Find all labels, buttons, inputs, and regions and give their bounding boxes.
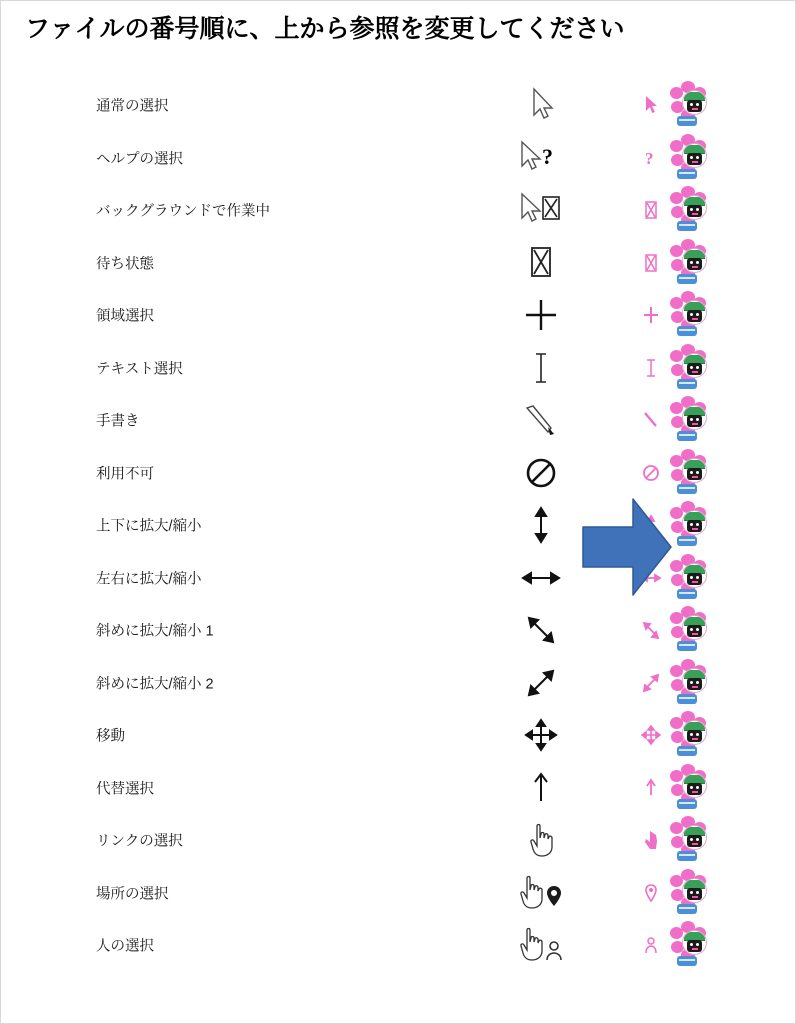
pink-hand-icon: [641, 828, 661, 852]
list-item[interactable]: [1, 79, 796, 132]
animated-flower-icon: [663, 448, 713, 498]
resize-diagonal-nwse-icon: [501, 660, 581, 706]
row-label: リンクの選択: [96, 833, 183, 850]
row-label: 移動: [96, 728, 125, 745]
list-item[interactable]: [1, 814, 796, 867]
row-label: ヘルプの選択: [96, 151, 183, 168]
crosshair-icon: [501, 292, 581, 338]
list-item[interactable]: [1, 657, 796, 710]
animated-cursor-cell: [641, 605, 721, 655]
pink-resize-diagonal-nwse-icon: [641, 671, 661, 695]
row-label: 人の選択: [96, 938, 154, 955]
animated-flower-icon: [663, 343, 713, 393]
row-label: 領域選択: [96, 308, 154, 325]
resize-horizontal-icon: [501, 555, 581, 601]
row-label: バックグラウンドで作業中: [96, 203, 270, 220]
animated-flower-icon: [663, 605, 713, 655]
arrow-question-icon: [501, 135, 581, 181]
animated-cursor-cell: [641, 710, 721, 760]
pink-hourglass-icon: [641, 251, 661, 275]
svg-text:?: ?: [645, 148, 654, 168]
list-item[interactable]: [1, 342, 796, 395]
list-item[interactable]: [1, 867, 796, 920]
row-label: 上下に拡大/縮小: [96, 518, 202, 535]
pink-resize-diagonal-nesw-icon: [641, 618, 661, 642]
pink-question-icon: [641, 146, 661, 170]
row-label: テキスト選択: [96, 361, 183, 378]
list-item[interactable]: [1, 604, 796, 657]
animated-cursor-cell: [641, 448, 721, 498]
list-item[interactable]: [1, 499, 796, 552]
arrow-pointer-icon: [501, 82, 581, 128]
pink-move-icon: [641, 723, 661, 747]
animated-cursor-cell: [641, 868, 721, 918]
text-beam-icon: [501, 345, 581, 391]
list-item[interactable]: [1, 184, 796, 237]
pink-location-icon: [641, 881, 661, 905]
list-item[interactable]: [1, 709, 796, 762]
hand-location-icon: [501, 870, 581, 916]
row-label: 手書き: [96, 413, 140, 430]
pink-no-entry-icon: [641, 461, 661, 485]
pink-plus-icon: [641, 303, 661, 327]
row-label: 利用不可: [96, 466, 154, 483]
arrow-up-icon: [501, 765, 581, 811]
list-item[interactable]: [1, 289, 796, 342]
animated-flower-icon: [663, 133, 713, 183]
list-item[interactable]: [1, 132, 796, 185]
row-label: 斜めに拡大/縮小 2: [96, 676, 214, 693]
list-item[interactable]: [1, 394, 796, 447]
pink-person-icon: [641, 933, 661, 957]
animated-cursor-cell: [641, 133, 721, 183]
animated-flower-icon: [663, 868, 713, 918]
list-item[interactable]: [1, 762, 796, 815]
animated-cursor-cell: [641, 80, 721, 130]
animated-cursor-cell: [641, 290, 721, 340]
list-item[interactable]: [1, 552, 796, 605]
animated-cursor-cell: [641, 920, 721, 970]
page-title: ファイルの番号順に、上から参照を変更してください: [25, 15, 625, 43]
svg-text:?: ?: [542, 143, 553, 169]
row-label: 待ち状態: [96, 256, 154, 273]
hand-pointing-icon: [501, 817, 581, 863]
no-entry-icon: [501, 450, 581, 496]
pink-pen-icon: [641, 408, 661, 432]
animated-flower-icon: [663, 290, 713, 340]
resize-vertical-icon: [501, 502, 581, 548]
pen-icon: [501, 397, 581, 443]
pink-arrow-icon: [641, 93, 661, 117]
animated-cursor-cell: [641, 763, 721, 813]
animated-flower-icon: [663, 395, 713, 445]
list-item[interactable]: [1, 447, 796, 500]
animated-cursor-cell: [641, 395, 721, 445]
animated-cursor-cell: [641, 185, 721, 235]
animated-flower-icon: [663, 920, 713, 970]
cursor-scheme-list: [1, 79, 796, 972]
list-item[interactable]: [1, 237, 796, 290]
animated-cursor-cell: [641, 343, 721, 393]
animated-cursor-cell: [641, 658, 721, 708]
animated-flower-icon: [663, 763, 713, 813]
row-label: 通常の選択: [96, 98, 169, 115]
pink-hourglass-icon: [641, 198, 661, 222]
animated-flower-icon: [663, 710, 713, 760]
row-label: 左右に拡大/縮小: [96, 571, 202, 588]
pink-arrow-up-icon: [641, 776, 661, 800]
row-label: 場所の選択: [96, 886, 169, 903]
pink-beam-icon: [641, 356, 661, 380]
row-label: 代替選択: [96, 781, 154, 798]
row-label: 斜めに拡大/縮小 1: [96, 623, 214, 640]
right-arrow-annotation: [581, 493, 673, 601]
hourglass-icon: [501, 240, 581, 286]
animated-cursor-cell: [641, 815, 721, 865]
animated-flower-icon: [663, 815, 713, 865]
hand-person-icon: [501, 922, 581, 968]
animated-cursor-cell: [641, 238, 721, 288]
animated-flower-icon: [663, 658, 713, 708]
animated-flower-icon: [663, 80, 713, 130]
move-icon: [501, 712, 581, 758]
resize-diagonal-nesw-icon: [501, 607, 581, 653]
arrow-hourglass-icon: [501, 187, 581, 233]
animated-flower-icon: [663, 238, 713, 288]
animated-flower-icon: [663, 185, 713, 235]
list-item[interactable]: [1, 919, 796, 972]
